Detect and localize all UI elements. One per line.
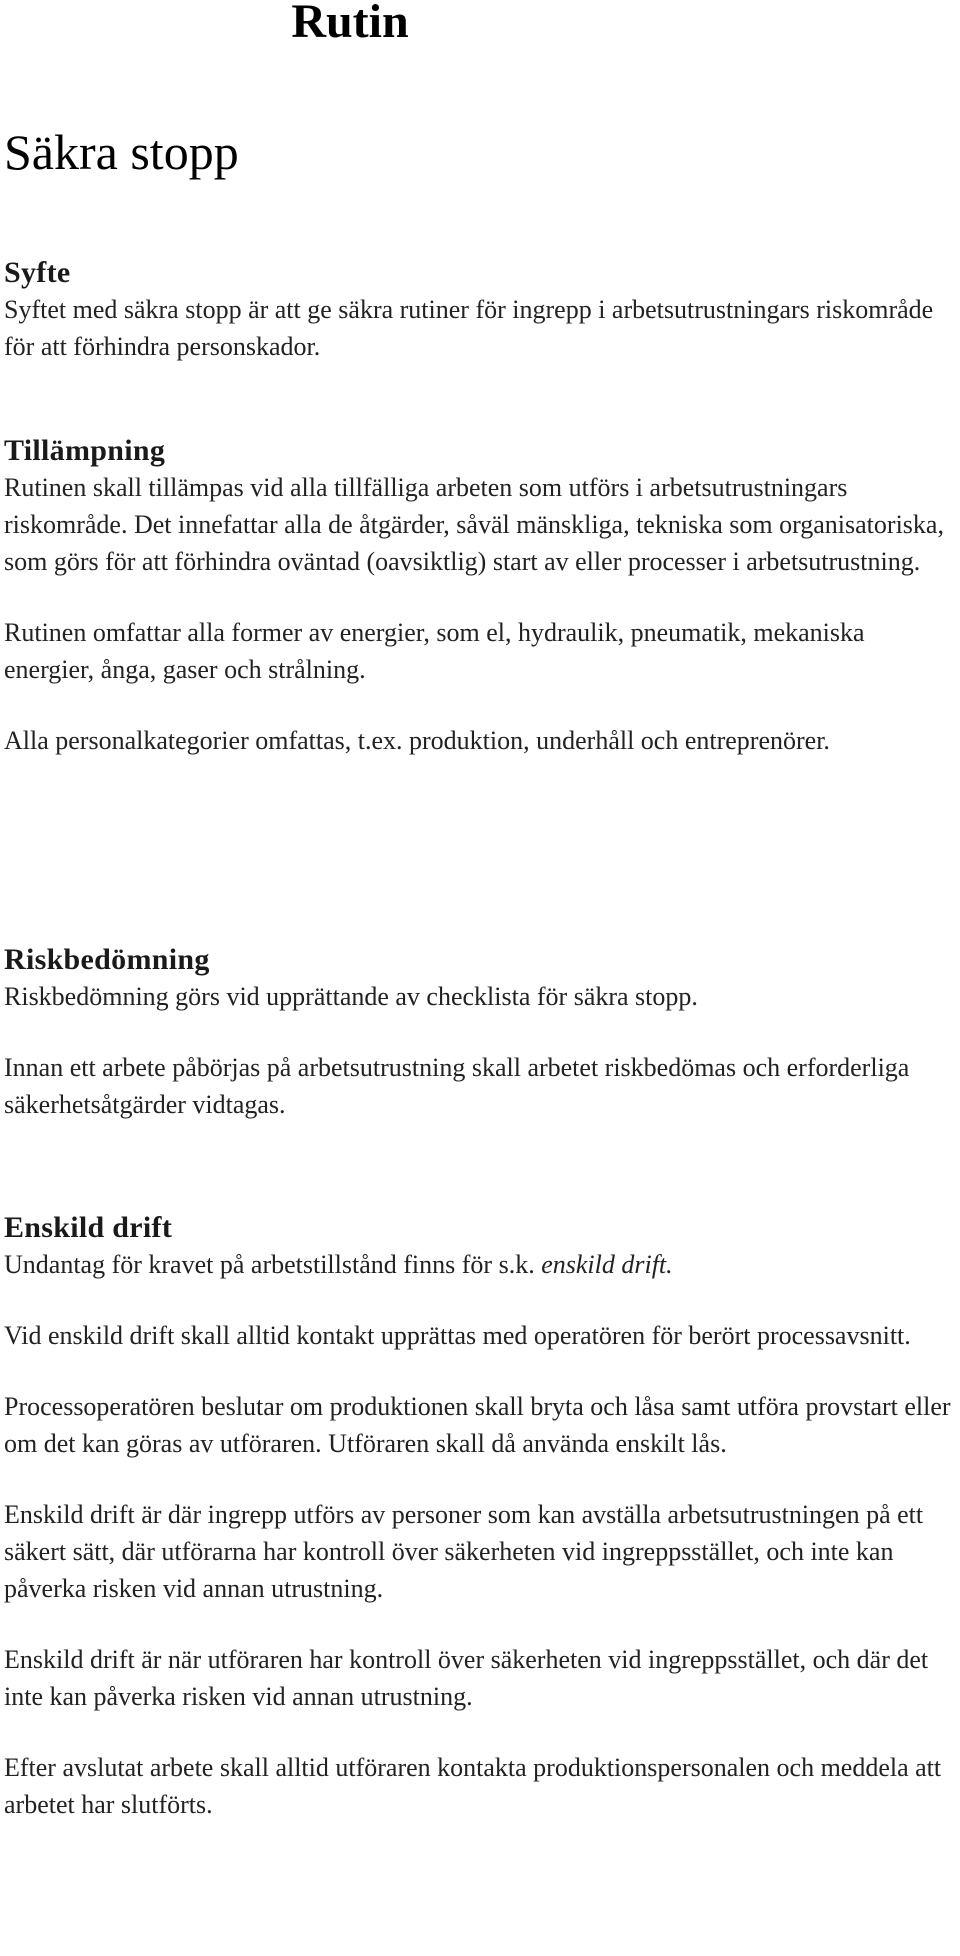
section-enskild-drift [4,1210,956,1823]
paragraph: Syftet med säkra stopp är att ge säkra rutiner för ingrepp i arbetsutrustningars riskområde för att förhindra personskador. [4,295,934,361]
paragraph: Enskild drift är när utföraren har kontroll över säkerheten vid ingreppsstället, och där det inte kan påverka risken vid annan utrustning. [4,1645,929,1711]
paragraph: Enskild drift är där ingrepp utförs av personer som kan avställa arbetsutrustningen på ett säkert sätt, där utförarna har kontroll över säkerheten vid ingreppsstället, och inte kan påverka risken vid annan utrustning. [4,1500,924,1603]
paragraph: Riskbedömning görs vid upprättande av checklista för säkra stopp. [4,982,698,1011]
intro-emphasis: enskild drift. [541,1250,673,1279]
section-tillampning [4,433,956,759]
paragraph: Rutinen skall tillämpas vid alla tillfälliga arbeten som utförs i arbetsutrustningars riskområde. Det innefattar alla de åtgärder, såväl mänskliga, tekniska som organisatoriska, som görs för att förhindra oväntad (oavsiktlig) start av eller processer i arbetsutrustning. [4,473,944,576]
paragraph: Vid enskild drift skall alltid kontakt upprättas med operatören för berört processavsnitt. [4,1321,911,1350]
paragraph: Innan ett arbete påbörjas på arbetsutrustning skall arbetet riskbedömas och erforderliga säkerhetsåtgärder vidtagas. [4,1053,910,1119]
section-heading: Syfte [4,256,71,289]
paragraph-intro [4,1246,956,1283]
main-heading: Säkra stopp [4,124,239,180]
paragraph: Processoperatören beslutar om produktionen skall bryta och låsa samt utföra provstart eller om det kan göras av utföraren. Utföraren skall då använda enskilt lås. [4,1392,951,1458]
paragraph: Efter avslutat arbete skall alltid utföraren kontakta produktionspersonalen och meddela att arbetet har slutförts. [4,1753,942,1819]
intro-text: Undantag för kravet på arbetstillstånd finns för s.k. [4,1250,535,1279]
section-syfte [4,255,956,365]
paragraph: Rutinen omfattar alla former av energier, som el, hydraulik, pneumatik, mekaniska energier, ånga, gaser och strålning. [4,618,865,684]
document-title: Rutin [291,0,409,48]
paragraph: Alla personalkategorier omfattas, t.ex. produktion, underhåll och entreprenörer. [4,726,830,755]
section-heading: Tillämpning [4,434,166,467]
section-riskbedomning [4,942,956,1123]
section-heading: Enskild drift [4,1211,173,1244]
section-heading: Riskbedömning [4,943,210,976]
